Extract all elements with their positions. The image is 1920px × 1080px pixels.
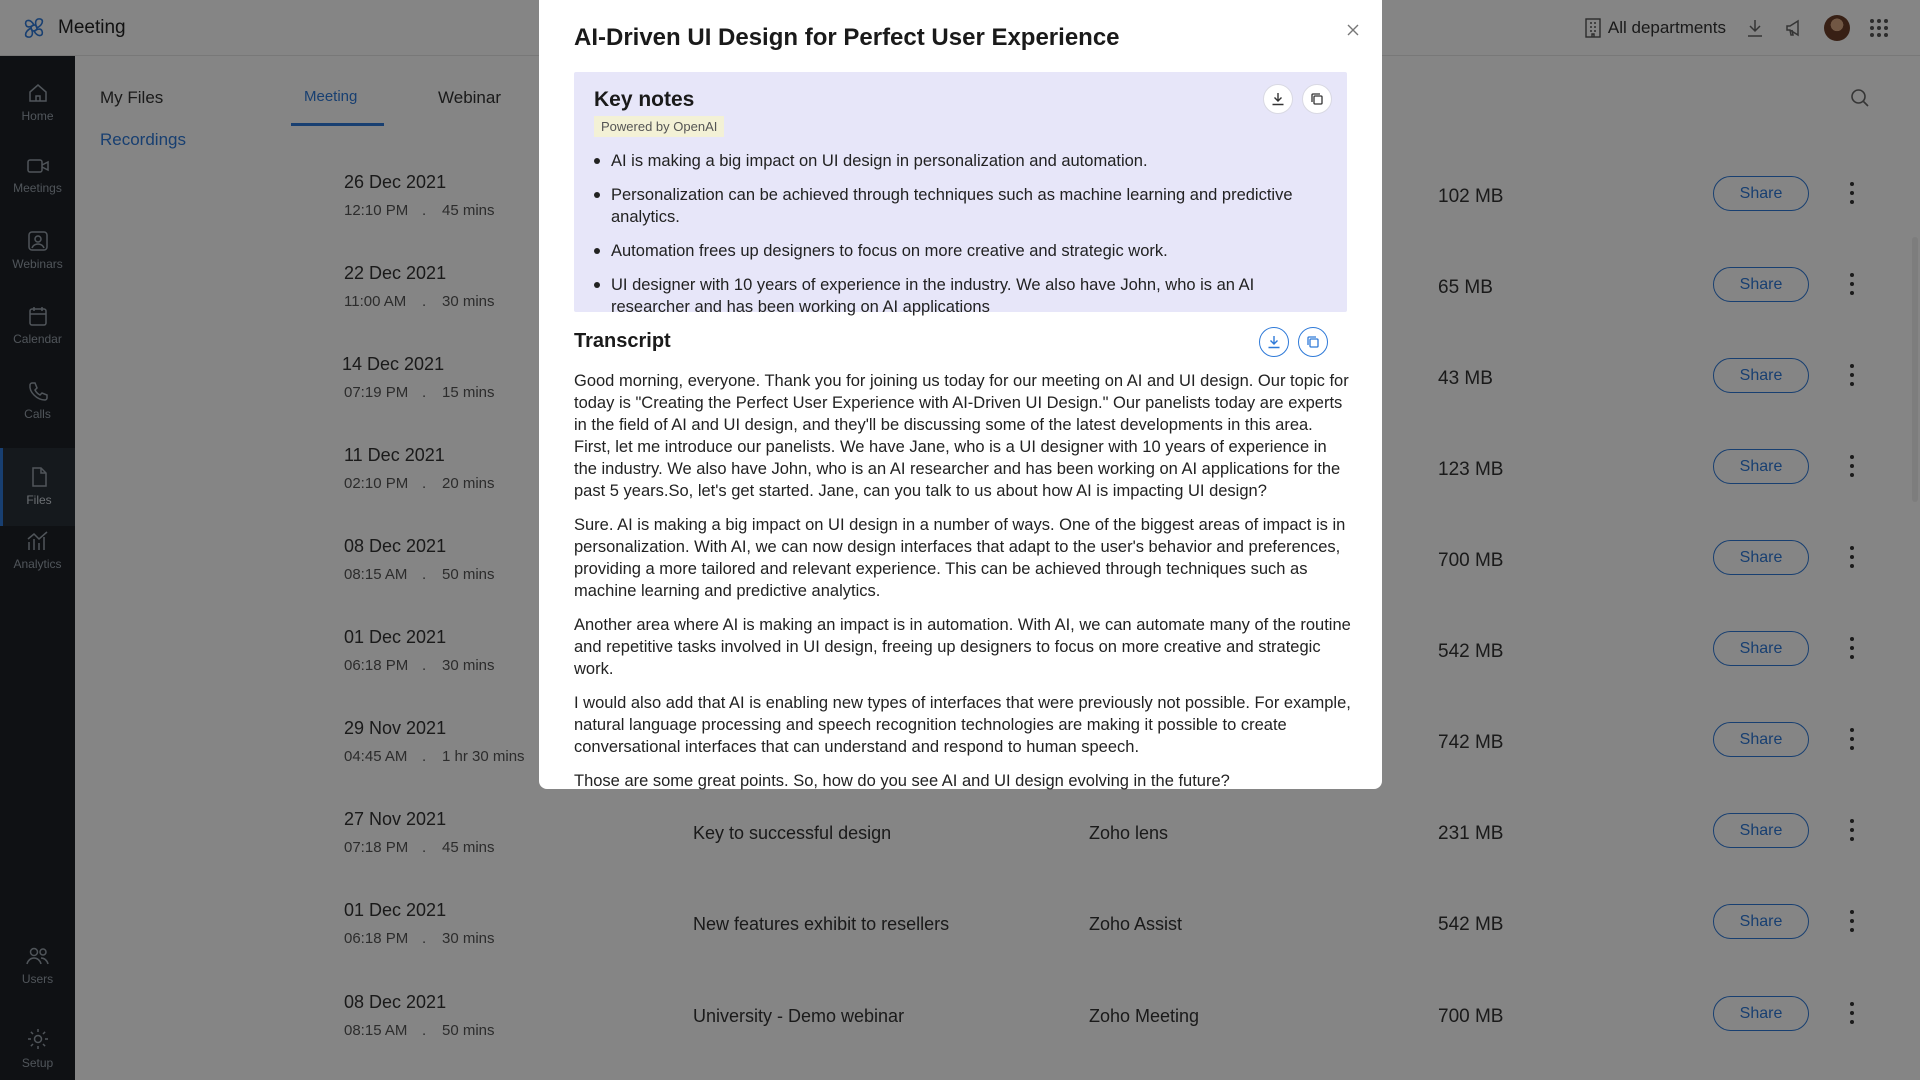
my-files-link[interactable]: My Files [100,88,164,107]
download-icon [1271,92,1285,106]
recording-product: Zoho Meeting [1089,1006,1200,1026]
transcript-body [574,370,1354,804]
recording-size: 65 MB [1438,277,1493,298]
recording-size: 123 MB [1438,459,1504,480]
modal-title: AI-Driven UI Design for Perfect User Experience [574,24,1120,51]
recording-size: 742 MB [1438,732,1504,753]
list-item: UI designer with 10 years of experience in the industry. We also have John, who is an AI researcher and has been working on AI applications [594,274,1334,318]
tab-webinar[interactable]: Webinar [438,88,501,107]
recording-topic: New features exhibit to resellers [693,914,950,934]
separator-dot: . [422,293,427,310]
recording-duration: 15 mins [442,384,495,401]
sidebar-item-label: Calls [24,407,51,421]
recordings-link[interactable]: Recordings [100,130,186,149]
sidebar-item-label: Analytics [13,557,62,571]
recording-date: 11 Dec 2021 [344,445,445,465]
transcript-paragraph: Those are some great points. So, how do you see AI and UI design evolving in the future? [574,772,1230,790]
recording-date: 26 Dec 2021 [344,172,447,192]
recording-duration: 20 mins [442,475,495,492]
transcript-paragraph: Another area where AI is making an impact is in automation. With AI, we can automate many of the routine and repetitive tasks involved in UI design, freeing up designers to focus on more creative and strategic work. [574,616,1351,678]
share-button[interactable]: Share [1713,996,1809,1031]
recording-time: 06:18 PM [344,930,409,947]
separator-dot: . [422,839,427,856]
list-item: AI is making a big impact on UI design in personalization and automation. [594,150,1334,172]
recording-size: 542 MB [1438,914,1504,935]
recording-date: 08 Dec 2021 [344,536,447,556]
separator-dot: . [422,930,427,947]
separator-dot: . [422,566,427,583]
recording-topic: University - Demo webinar [693,1006,905,1026]
recording-duration: 45 mins [442,839,495,856]
recording-time: 08:15 AM [344,1022,408,1039]
recording-date: 08 Dec 2021 [344,992,447,1012]
recording-date: 22 Dec 2021 [344,263,447,283]
separator-dot: . [422,1022,427,1039]
key-notes-list [594,150,1334,330]
app-title: Meeting [58,16,126,38]
recording-time: 11:00 AM [344,293,407,310]
key-notes-copy-button[interactable] [1302,84,1332,114]
recording-size: 102 MB [1438,186,1504,207]
sidebar-item-label: Setup [21,1056,54,1070]
download-icon [1267,335,1281,349]
share-button[interactable]: Share [1713,358,1809,393]
recording-time: 12:10 PM [344,202,409,219]
recording-size: 700 MB [1438,1006,1504,1027]
separator-dot: . [422,475,427,492]
separator-dot: . [422,657,427,674]
sidebar-item-label: Calendar [13,332,62,346]
share-button[interactable]: Share [1713,722,1809,757]
scrollbar[interactable] [1912,237,1918,502]
recording-duration: 45 mins [442,202,495,219]
sidebar-item-label: Users [21,972,54,986]
close-icon[interactable] [1343,20,1363,40]
transcript-text: First, let me introduce our panelists. We have Jane, who is a UI designer with 10 years of experience in the industry. We also have John, who is an AI researcher and has been working on AI applications for the past 5 years.So, let's get started. Jane, can you talk to us about how AI is impacting UI design? [574,438,1341,500]
recording-size: 700 MB [1438,550,1504,571]
recording-duration: 1 hr 30 mins [442,748,525,765]
transcript-title: Transcript [574,330,671,352]
recording-product: Zoho Assist [1089,914,1183,934]
sidebar-item-label: Files [26,493,52,507]
recording-date: 29 Nov 2021 [344,718,447,738]
transcript-copy-button[interactable] [1298,327,1328,357]
copy-icon [1306,335,1320,349]
share-button[interactable]: Share [1713,631,1809,666]
sidebar-item-label: Meetings [13,181,62,195]
sidebar-item-label: Webinars [12,257,63,271]
recording-date: 14 Dec 2021 [342,354,445,374]
share-button[interactable]: Share [1713,176,1809,211]
recording-date: 01 Dec 2021 [344,900,447,920]
tab-meeting[interactable]: Meeting [304,88,358,105]
recording-time: 04:45 AM [344,748,408,765]
recording-duration: 30 mins [442,293,495,310]
recording-duration: 30 mins [442,930,495,947]
recording-size: 231 MB [1438,823,1504,844]
powered-by-badge: Powered by OpenAI [594,116,724,137]
key-notes-title: Key notes [594,88,695,111]
recording-duration: 50 mins [442,566,495,583]
transcript-text: Good morning, everyone. Thank you for joining us today for our meeting on AI and UI design. Our topic for today is "Creating the Perfect User Experience with AI-Driven UI Design." Our panelists today are experts in the field of AI and UI design, and they'll be discussing some of the latest developments in this area. [574,372,1349,434]
key-notes-download-button[interactable] [1263,84,1293,114]
copy-icon [1310,92,1324,106]
recording-product: Zoho lens [1089,823,1169,843]
separator-dot: . [422,384,427,401]
recording-date: 01 Dec 2021 [344,627,447,647]
recording-time: 08:15 AM [344,566,408,583]
transcript-download-button[interactable] [1259,327,1289,357]
key-notes-panel [574,72,1347,316]
recording-time: 02:10 PM [344,475,409,492]
list-item: Personalization can be achieved through techniques such as machine learning and predictive analytics. [594,184,1334,228]
share-button[interactable]: Share [1713,904,1809,939]
share-button[interactable]: Share [1713,540,1809,575]
recording-time: 07:18 PM [344,839,409,856]
summary-modal [539,0,1382,789]
department-label: All departments [1607,18,1726,37]
sidebar-item-label: Home [21,109,54,123]
recording-time: 06:18 PM [344,657,409,674]
recording-size: 43 MB [1438,368,1493,389]
recording-duration: 30 mins [442,657,495,674]
recording-time: 07:19 PM [344,384,409,401]
transcript-paragraph: Sure. AI is making a big impact on UI design in a number of ways. One of the biggest areas of impact is in personalization. With AI, we can now design interfaces that adapt to the user's behavior and preferences, providing a more tailored and relevant experience. This can be achieved through techniques such as machine learning and predictive analytics. [574,516,1346,600]
list-item: Automation frees up designers to focus on more creative and strategic work. [594,240,1334,262]
recording-date: 27 Nov 2021 [344,809,447,829]
recording-size: 542 MB [1438,641,1504,662]
recording-duration: 50 mins [442,1022,495,1039]
share-button[interactable]: Share [1713,267,1809,302]
transcript-paragraph: I would also add that AI is enabling new types of interfaces that were previously not possible. For example, natural language processing and speech recognition technologies are making it possible to create conversational interfaces that can understand and respond to human speech. [574,694,1351,756]
recording-topic: Key to successful design [693,823,892,843]
separator-dot: . [422,748,427,765]
separator-dot: . [422,202,427,219]
share-button[interactable]: Share [1713,449,1809,484]
transcript-paragraph [574,370,1354,502]
share-button[interactable]: Share [1713,813,1809,848]
